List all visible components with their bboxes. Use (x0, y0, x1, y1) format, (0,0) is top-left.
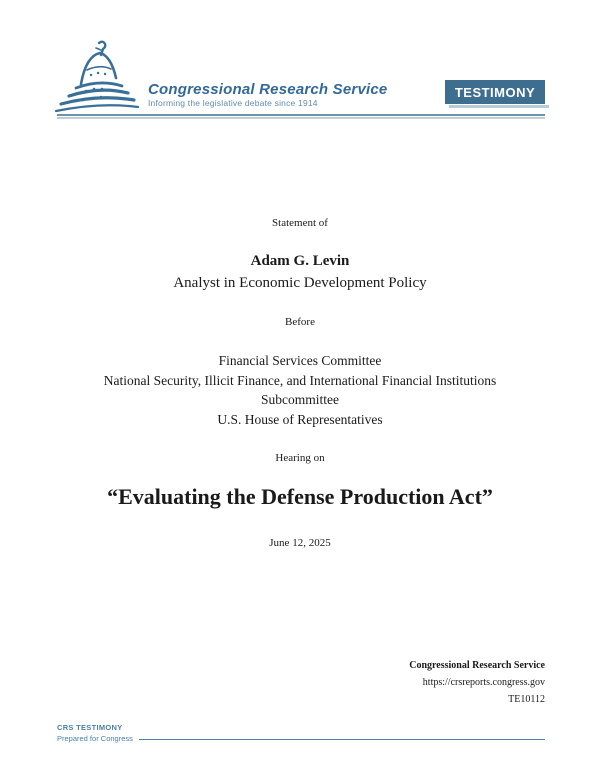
author-title: Analyst in Economic Development Policy (173, 275, 427, 291)
before-label: Before (285, 316, 315, 328)
footer-report-url: https://crsreports.congress.gov (422, 677, 545, 688)
footer-divider-line (139, 739, 545, 740)
logo-tagline: Informing the legislative debate since 1914 (148, 98, 318, 108)
logo-text-block (148, 82, 387, 109)
capitol-dome-icon (50, 40, 146, 114)
chamber-name: U.S. House of Representatives (217, 412, 383, 427)
footer-publisher-block (409, 657, 545, 708)
testimony-badge: TESTIMONY (445, 80, 545, 104)
logo-org-name: Congressional Research Service (148, 81, 388, 98)
hearing-date: June 12, 2025 (269, 537, 331, 549)
page-header (0, 0, 600, 120)
footer-prepared-label: Prepared for Congress (57, 734, 133, 743)
footer-crs-testimony-label: CRS TESTIMONY (57, 723, 123, 732)
footer-doc-id: TE10112 (508, 694, 545, 705)
committee-name: Financial Services Committee (218, 353, 382, 368)
statement-of-label: Statement of (272, 217, 328, 229)
author-name: Adam G. Levin (250, 253, 350, 269)
header-divider (57, 114, 545, 119)
hearing-on-label: Hearing on (275, 452, 325, 464)
subcommittee-name-line1: National Security, Illicit Finance, and International Financial Institutions (103, 373, 497, 388)
subcommittee-name-line2: Subcommittee (261, 392, 339, 407)
footer-org-name: Congressional Research Service (409, 660, 545, 671)
footer-crs-block (57, 722, 545, 744)
hearing-title: “Evaluating the Defense Production Act” (107, 484, 493, 509)
